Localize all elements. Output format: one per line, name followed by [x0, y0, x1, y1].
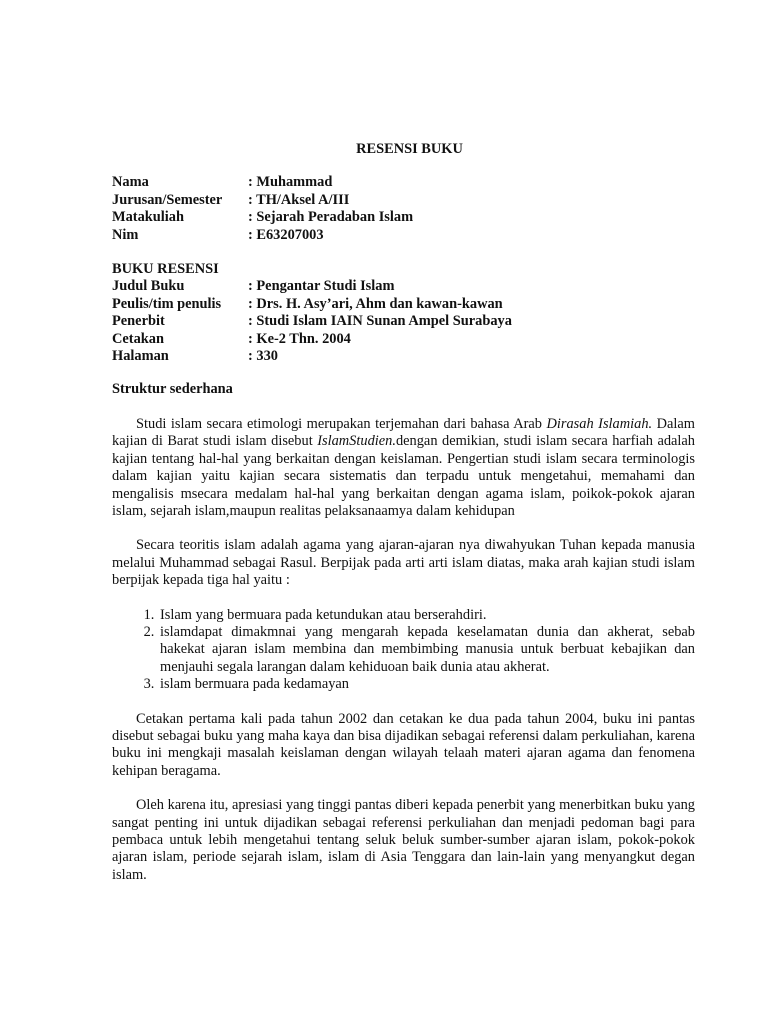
paragraph-cetakan: Cetakan pertama kali pada tahun 2002 dan cetakan ke dua pada tahun 2004, buku ini pantas disebut sebagai buku yang maha kaya dan bisa dijadikan sebagai referensi dalam perkuliahan, karena buku ini mengkaji masalah keislaman dengan wilayah telaah materi ajaran agama dan fenomena kehipan beragama.	[112, 710, 695, 779]
paragraph-etimologi	[112, 416, 695, 520]
identity-value: : E63207003	[248, 226, 324, 243]
identity-row-nim	[112, 227, 695, 244]
paragraph-text: Studi islam secara etimologi merupakan terjemahan dari bahasa Arab	[136, 415, 547, 432]
identity-row-matakuliah	[112, 209, 695, 226]
italic-term: Dirasah Islamiah.	[546, 415, 653, 432]
list-item: 3. islam bermuara pada kedamayan	[158, 676, 695, 693]
book-value: : 330	[248, 348, 278, 365]
paragraph-text: Dalam kajian di Barat studi islam disebut	[112, 415, 695, 450]
book-row-halaman	[112, 348, 695, 365]
document-title: RESENSI BUKU	[356, 141, 463, 157]
book-key: Cetakan	[112, 330, 164, 347]
identity-table	[112, 174, 695, 244]
identity-key: Nama	[112, 174, 149, 191]
numbered-list	[112, 607, 695, 694]
book-key: Halaman	[112, 348, 169, 365]
book-row-penerbit	[112, 313, 695, 330]
book-value: : Ke-2 Thn. 2004	[248, 330, 351, 347]
book-key: Judul Buku	[112, 278, 185, 295]
book-row-cetakan	[112, 331, 695, 348]
book-value: : Pengantar Studi Islam	[248, 278, 395, 295]
paragraph-text: dengan demikian, studi islam secara harfiah adalah kajian tentang hal-hal yang berkaitan dengan keislaman. Pengertian studi islam secara terminologis dalam kajian yaitu kajian secara sistematis dan terpadu untuk mengetahui, memahami dan mengalisis msecara medalam hal-hal yang berkaitan dengan agama islam, poikok-pokok ajaran islam, sejarah islam,maupun realitas pelaksanaamya dalam kehidupan	[112, 433, 695, 519]
book-row-judul	[112, 278, 695, 295]
identity-key: Nim	[112, 226, 139, 243]
paragraph-teoritis: Secara teoritis islam adalah agama yang ajaran-ajaran nya diwahyukan Tuhan kepada manusia melalui Muhammad sebagai Rasul. Berpijak pada arti arti islam diatas, maka arah kajian studi islam berpijak kepada tiga hal yaitu :	[112, 537, 695, 589]
identity-value: : Muhammad	[248, 174, 333, 191]
identity-key: Jurusan/Semester	[112, 191, 223, 208]
identity-key: Matakuliah	[112, 209, 184, 226]
struktur-heading: Struktur sederhana	[112, 381, 233, 398]
paragraph-apresiasi: Oleh karena itu, apresiasi yang tinggi pantas diberi kepada penerbit yang menerbitkan buku yang sangat penting ini untuk dijadikan sebagai referensi perkuliahan dan menjadi pedoman bagi para pembaca untuk lebih mengetahui tentang seluk beluk sumber-sumber ajaran islam, pokok-pokok ajaran islam, periode sejarah islam, islam di Asia Tenggara dan lain-lain yang menyangkut degan islam.	[112, 797, 695, 883]
book-row-penulis	[112, 296, 695, 313]
book-key: Peulis/tim penulis	[112, 295, 222, 312]
identity-value: : TH/Aksel A/III	[248, 191, 350, 208]
italic-term: IslamStudien.	[317, 433, 396, 450]
list-item: 1. Islam yang bermuara pada ketundukan atau berserahdiri.	[158, 607, 695, 624]
book-section-label: BUKU RESENSI	[112, 261, 219, 278]
identity-row-nama	[112, 174, 695, 191]
book-value: : Studi Islam IAIN Sunan Ampel Surabaya	[248, 313, 512, 330]
book-section-title	[112, 261, 695, 278]
identity-value: : Sejarah Peradaban Islam	[248, 209, 414, 226]
identity-row-jurusan	[112, 192, 695, 209]
book-key: Penerbit	[112, 313, 165, 330]
list-item: 2. islamdapat dimakmnai yang mengarah kepada keselamatan dunia dan akherat, sebab hakekat ajaran islam membina dan membimbing manusia untuk berbuat kebajikan dan menjauhi segala larangan dalam kehiduoan baik dunia atau akherat.	[158, 624, 695, 676]
book-table	[112, 261, 695, 365]
book-value: : Drs. H. Asy’ari, Ahm dan kawan-kawan	[248, 295, 503, 312]
